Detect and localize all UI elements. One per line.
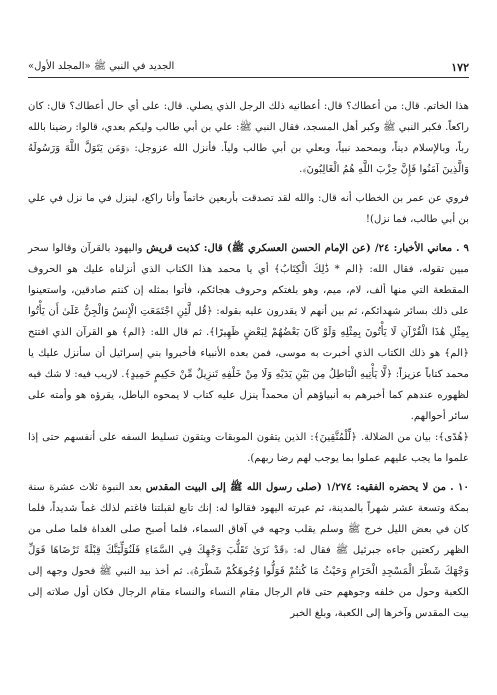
page-number: ١٧٢: [451, 61, 469, 74]
paragraph-4: ﴿هُدًى﴾: بيان من الضلالة. ﴿لِّلْمُتَّقِينَ﴾: الذين يتقون الموبقات ويتقون تسليط السفه على أنفسهم حتى إذا علموا ما يجب عليهم عملوا بما يوجب لهم رضا ربهم).: [28, 432, 469, 464]
hadith-number: ١٠ .: [450, 481, 469, 493]
hadith-text: واليهود بالقرآن وقالوا سحر مبين تقوله، فقال الله: ﴿الم * ذَٰلِكَ الْكِتَابُ﴾ أي يا محمد هذا الكتاب الذي أنزلناه عليك هو الحروف المقطعة التي منها ألف، لام، ميم، وهو بلغتكم وحروف هجائكم، فأتوا بمثله إن كنتم صادقين، واستعينوا على ذلك بسائر شهدائكم، ثم بين أنهم لا يقدرون عليه بقوله: ﴿قُل لَّئِنِ اجْتَمَعَتِ الْإِنسُ وَالْجِنُّ عَلَىٰ أَن يَأْتُوا بِمِثْلِ هَٰذَا الْقُرْآنِ لَا يَأْتُونَ بِمِثْلِهِ وَلَوْ كَانَ بَعْضُهُمْ لِبَعْضٍ ظَهِيرًا﴾. ثم قال الله: ﴿الم﴾ هو القرآن الذي افتتح ﴿الم﴾ هو ذلك الكتاب الذي أخبرت به موسى، فمن بعده الأنبياء فأخبروا بني إسرائيل أن سأنزل عليك يا محمد كتاباً عزيزاً: ﴿لَّا يَأْتِيهِ الْبَاطِلُ مِن بَيْنِ يَدَيْهِ وَلَا مِنْ خَلْفِهِ تَنزِيلٌ مِّنْ حَكِيمٍ حَمِيدٍ﴾. لاريب فيه: لا شك فيه لظهوره عندهم كما أخبرهم به أنبياؤهم أن محمداً ينزل عليه كتاب لا يمحوه الباطل، يقرؤه هو وأمته على سائر أحوالهم.: [28, 243, 469, 422]
page-body: [28, 96, 469, 624]
hadith-text: بعد النبوة ثلاث عشرة سنة بمكة وتسعة عشر شهراً بالمدينة، ثم عيرته اليهود فقالوا له: إنك تابع لقبلتنا فاغتم لذلك غماً شديداً، فلما كان في بعض الليل خرج ﷺ وسلم يقلب وجهه في آفاق السماء، فلما أصبح صلى الغداة فلما صلى من الظهر ركعتين جاءه جبرئيل ﷺ فقال له: ﴿قَدْ نَرَىٰ تَقَلُّبَ وَجْهِكَ فِي السَّمَاءِ فَلَنُوَلِّيَنَّكَ قِبْلَةً تَرْضَاهَا فَوَلِّ وَجْهَكَ شَطْرَ الْمَسْجِدِ الْحَرَامِ وَحَيْثُ مَا كُنتُمْ فَوَلُّوا وُجُوهَكُمْ شَطْرَهُ﴾. ثم أخذ بيد النبي ﷺ فحول وجهه إلى الكعبة وحول من خلفه وجوههم حتى قام الرجال مقام النساء والنساء مقام الرجال فكان أول صلاته إلى بيت المقدس وآخرها إلى الكعبة، وبلغ الخبر: [28, 482, 469, 619]
hadith-source: معاني الأخبار: ٢٤/ (عن الإمام الحسن العسكري ﷺ) قال: كذبت قريش: [146, 242, 453, 254]
book-title: الجديد في النبي ﷺ: [93, 61, 175, 72]
hadith-source: من لا يحضره الفقيه: ١/٢٧٤ (صلى رسول الله ﷺ إلى البيت المقدس: [145, 481, 447, 493]
paragraph-5: [28, 477, 469, 624]
page-header: [28, 52, 469, 78]
volume-label: «المجلد الأول»: [28, 61, 91, 72]
paragraph-1: هذا الخاتم. قال: من أعطاك؟ قال: أعطانيه ذلك الرجل الذي يصلي. قال: على أي حال أعطاك؟ قال: كان راكعاً. فكبر النبي ﷺ وكبر أهل المسجد، فقال النبي ﷺ: علي بن أبي طالب وليكم بعدي، قالوا: رضينا بالله رباً، وبالإسلام ديناً، وبمحمد نبياً، وبعلي بن أبي طالب ولياً. فأنزل الله عزوجل: ﴿وَمَن يَتَوَلَّ اللَّهَ وَرَسُولَهُ وَالَّذِينَ آمَنُوا فَإِنَّ حِزْبَ اللَّهِ هُمُ الْغَالِبُونَ﴾.: [28, 101, 469, 175]
hadith-number: ٩ .: [455, 242, 470, 254]
page: [28, 0, 469, 695]
paragraph-2: فروي عن عمر بن الخطاب أنه قال: والله لقد تصدقت بأربعين خاتماً وأنا راكع، لينزل في ما نزل في علي بن أبي طالب، فما نزل)!: [28, 193, 469, 225]
running-title: [28, 60, 174, 74]
paragraph-3: [28, 238, 469, 427]
